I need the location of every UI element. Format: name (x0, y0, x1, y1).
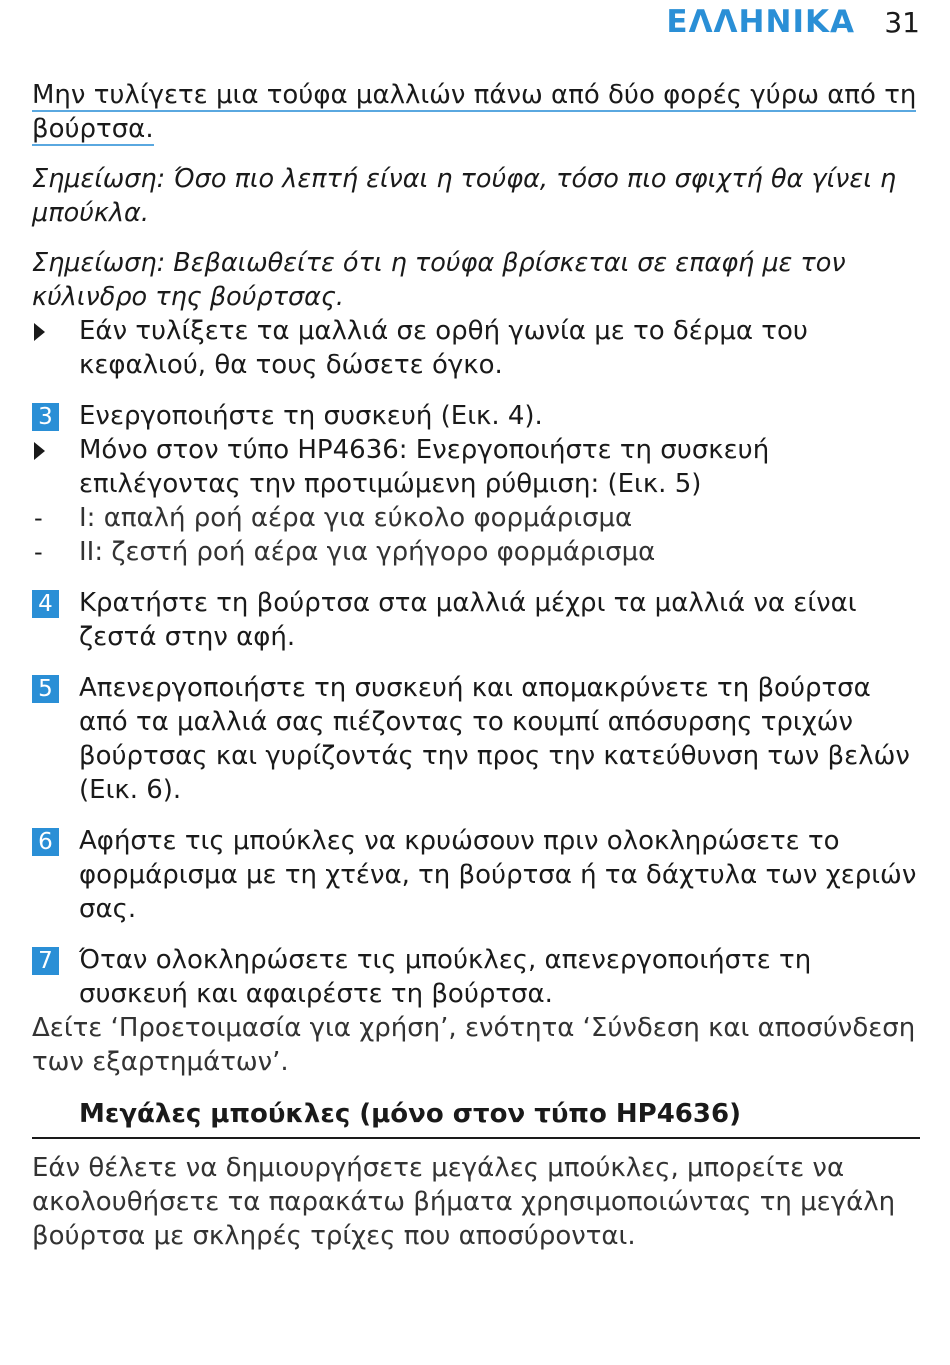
step-number-badge: 5 (32, 675, 59, 703)
bullet-hp4636-setting (32, 433, 920, 501)
page-number: 31 (884, 6, 920, 39)
step-5 (32, 671, 920, 807)
step-number-badge: 7 (32, 947, 59, 975)
step-7 (32, 943, 920, 1011)
dash-item-setting-2 (32, 535, 920, 569)
language-header: ΕΛΛΗΝΙΚΑ (666, 4, 855, 40)
section-title: Μεγάλες μπούκλες (μόνο στον τύπο HP4636) (32, 1097, 920, 1139)
step-text: Όταν ολοκληρώσετε τις μπούκλες, απενεργοποιήστε τη συσκευή και αφαιρέστε τη βούρτσα. (79, 945, 812, 1009)
step-text: Κρατήστε τη βούρτσα στα μαλλιά μέχρι τα μαλλιά να είναι ζεστά στην αφή. (79, 588, 857, 652)
step-4 (32, 586, 920, 654)
manual-content (32, 78, 920, 1253)
step-text: Αφήστε τις μπούκλες να κρυώσουν πριν ολοκληρώσετε το φορμάρισμα με τη χτένα, τη βούρτσα ή τα δάχτυλα των χεριών σας. (79, 826, 917, 924)
dash-marker: - (34, 504, 43, 532)
step-3 (32, 399, 920, 433)
step-6 (32, 824, 920, 926)
intro-text: Μην τυλίγετε μια τούφα μαλλιών πάνω από δύο φορές γύρω από τη βούρτσα. (32, 80, 917, 144)
see-also-text: Δείτε ‘Προετοιμασία για χρήση’, ενότητα ‘Σύνδεση και αποσύνδεση των εξαρτημάτων’. (32, 1013, 916, 1077)
intro-block (32, 78, 920, 146)
bullet-text: Εάν τυλίξετε τα μαλλιά σε ορθή γωνία με το δέρμα του κεφαλιού, θα τους δώσετε όγκο. (79, 316, 808, 380)
dash-marker: - (34, 538, 43, 566)
bullet-text: Μόνο στον τύπο HP4636: Ενεργοποιήστε τη συσκευή επιλέγοντας την προτιμώμενη ρύθμιση: (Εικ. 5) (79, 435, 770, 499)
step-number-badge: 3 (32, 403, 59, 431)
step-text: Ενεργοποιήστε τη συσκευή (Εικ. 4). (79, 401, 543, 431)
dash-item-text: I: απαλή ροή αέρα για εύκολο φορμάρισμα (79, 503, 633, 533)
bullet-triangle-icon (34, 323, 45, 341)
step-text: Απενεργοποιήστε τη συσκευή και απομακρύνετε τη βούρτσα από τα μαλλιά σας πιέζοντας το κουμπί απόσυρσης τριχών βούρτσας και γυρίζοντάς την προς την κατεύθυνση των βελών (Εικ. 6). (79, 673, 910, 805)
dash-item-setting-1 (32, 501, 920, 535)
step-number-badge: 6 (32, 828, 59, 856)
bullet-volume (32, 314, 920, 382)
bullet-triangle-icon (34, 442, 45, 460)
step-number-badge: 4 (32, 590, 59, 618)
note-contact-barrel: Σημείωση: Βεβαιωθείτε ότι η τούφα βρίσκεται σε επαφή με τον κύλινδρο της βούρτσας. (32, 248, 846, 312)
dash-item-text: II: ζεστή ροή αέρα για γρήγορο φορμάρισμα (79, 537, 656, 567)
section-intro-text: Εάν θέλετε να δημιουργήσετε μεγάλες μπούκλες, μπορείτε να ακολουθήσετε τα παρακάτω βήματα χρησιμοποιώντας τη μεγάλη βούρτσα με σκληρές τρίχες που αποσύρονται. (32, 1153, 896, 1251)
note-thin-strand: Σημείωση: Όσο πιο λεπτή είναι η τούφα, τόσο πιο σφιχτή θα γίνει η μπούκλα. (32, 164, 897, 228)
